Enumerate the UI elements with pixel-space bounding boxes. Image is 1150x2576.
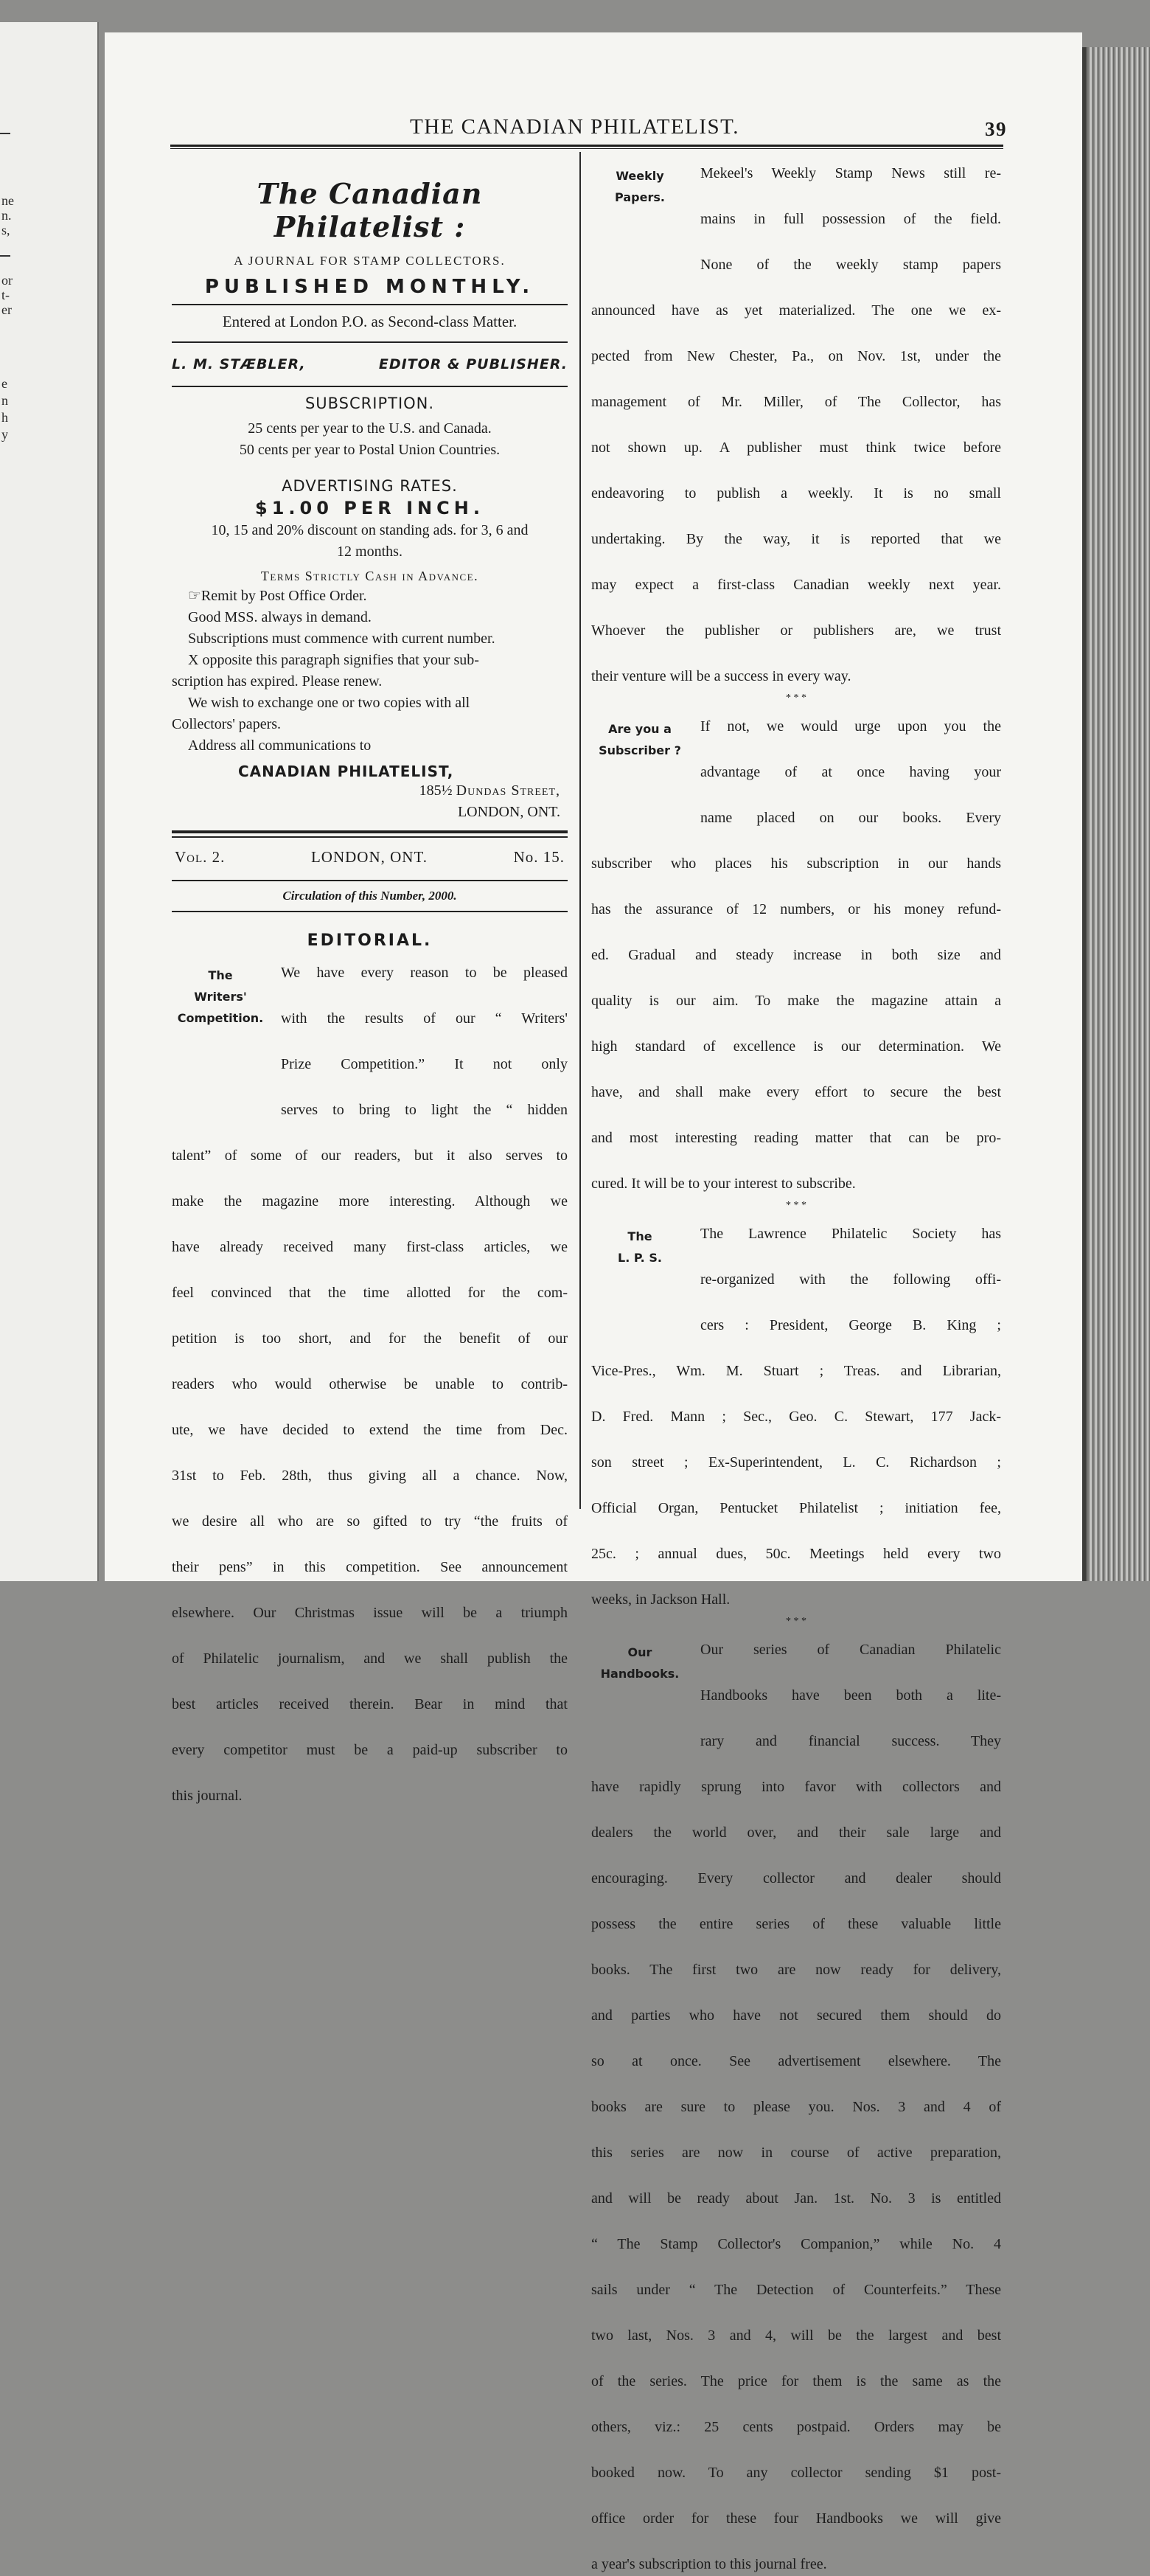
advertising-heading: ADVERTISING RATES.	[282, 477, 458, 495]
article-line: talent” of some of our readers, but it also serves to	[172, 1148, 568, 1164]
divider-thick	[172, 830, 568, 833]
side-head-line: Are you a	[608, 722, 672, 736]
discount-line: 12 months.	[337, 544, 402, 560]
issue-line	[172, 844, 568, 874]
masthead-title: The Canadian Philatelist :	[257, 177, 483, 243]
article-line: We have every reason to be pleased	[281, 965, 568, 981]
article-line: and parties who have not secured them should do	[591, 2007, 1001, 2024]
article-line: pected from New Chester, Pa., on Nov. 1st, under the	[591, 348, 1001, 364]
article-line: Vice-Pres., Wm. M. Stuart ; Treas. and Librarian,	[591, 1363, 1001, 1379]
editorial-heading: EDITORIAL.	[307, 931, 433, 950]
facing-page-fragment: n.	[1, 208, 12, 223]
article-line: petition is too short, and for the benefit of our	[172, 1330, 568, 1347]
article-line: may expect a first-class Canadian weekly next year.	[591, 577, 1001, 593]
article-line: this series are now in course of active preparation,	[591, 2145, 1001, 2161]
article-line: The Lawrence Philatelic Society has	[700, 1226, 1001, 1242]
article-line: If not, we would urge upon you the	[700, 718, 1001, 735]
facing-page-fragment: n	[1, 393, 8, 408]
side-head-line: Competition.	[177, 1011, 264, 1025]
article-line: and will be ready about Jan. 1st. No. 3 is entitled	[591, 2190, 1001, 2207]
article-line: Whoever the publisher or publishers are, we trust	[591, 622, 1001, 639]
article-line: endeavoring to publish a weekly. It is no small	[591, 485, 1001, 501]
article-line: None of the weekly stamp papers	[700, 257, 1001, 273]
facing-page-fragment: h	[1, 410, 8, 425]
street-name: Dundas Street,	[456, 782, 560, 799]
article-line: ed. Gradual and steady increase in both size and	[591, 947, 1001, 963]
article-line: has the assurance of 12 numbers, or his money refund-	[591, 901, 1001, 917]
article-line: 25c. ; annual dues, 50c. Meetings held every two	[591, 1546, 1001, 1562]
article-line: re-organized with the following offi-	[700, 1271, 1001, 1288]
publication-frequency: PUBLISHED MONTHLY.	[204, 276, 535, 298]
article-line: of Philatelic journalism, and we shall publish the	[172, 1650, 568, 1667]
article-line: D. Fred. Mann ; Sec., Geo. C. Stewart, 177 Jack-	[591, 1409, 1001, 1425]
article-line: dealers the world over, and their sale large and	[591, 1825, 1001, 1841]
article-subscriber	[591, 715, 1001, 1195]
subscription-rate: 50 cents per year to Postal Union Countries.	[239, 442, 501, 458]
side-head-line: Papers.	[615, 190, 665, 204]
side-head-line: Our	[627, 1645, 652, 1659]
editor-role: EDITOR & PUBLISHER.	[378, 356, 568, 372]
issue-place: LONDON, ONT.	[310, 848, 428, 866]
masthead-subtitle: A JOURNAL FOR STAMP COLLECTORS.	[234, 254, 506, 268]
book-page-edges	[1082, 47, 1150, 1581]
article-line: cers : President, George B. King ;	[700, 1317, 1001, 1333]
side-head-line: Subscriber ?	[599, 743, 681, 757]
article-line: office order for these four Handbooks we will give	[591, 2510, 1001, 2527]
article-weekly-papers	[591, 162, 1001, 688]
article-line: subscriber who places his subscription in our hands	[591, 855, 1001, 872]
article-line: this journal.	[172, 1788, 243, 1804]
article-line: name placed on our books. Every	[700, 810, 1001, 826]
divider	[172, 880, 568, 881]
notice-line: Good MSS. always in demand.	[188, 609, 372, 625]
article-line: Official Organ, Pentucket Philatelist ; initiation fee,	[591, 1500, 1001, 1516]
facing-page-edge	[0, 22, 99, 1581]
postal-entry-notice: Entered at London P.O. as Second-class Matter.	[222, 313, 518, 330]
article-line: undertaking. By the way, it is reported that we	[591, 531, 1001, 547]
article-line: 31st to Feb. 28th, thus giving all a chance. Now,	[172, 1468, 568, 1484]
article-line: mains in full possession of the field.	[700, 211, 1001, 227]
notice-line: Collectors' papers.	[172, 716, 282, 732]
article-line: books are sure to please you. Nos. 3 and 4 of	[591, 2099, 1001, 2115]
article-side-head	[591, 1642, 689, 1684]
circulation: Circulation of this Number, 2000.	[282, 889, 457, 903]
section-separator: * * *	[786, 692, 806, 704]
article-side-head	[591, 1226, 689, 1268]
journal-page	[105, 32, 1082, 2572]
facing-page-rule	[0, 133, 10, 134]
article-side-head	[172, 965, 269, 1029]
article-line: possess the entire series of these valuable little	[591, 1916, 1001, 1932]
editor-line	[172, 356, 568, 372]
article-line: have, and shall make every effort to secure the best	[591, 1084, 1001, 1100]
notice-line: scription has expired. Please renew.	[172, 673, 383, 690]
side-head-line: Writers'	[194, 990, 247, 1004]
address-street	[172, 780, 568, 802]
facing-page-fragment: s,	[1, 223, 10, 237]
article-line: Prize Competition.” It not only	[281, 1056, 568, 1072]
article-line: management of Mr. Miller, of The Collector, has	[591, 394, 1001, 410]
left-column	[172, 158, 568, 1808]
article-line: rary and financial success. They	[700, 1733, 1001, 1749]
article-line: best articles received therein. Bear in mind that	[172, 1696, 568, 1712]
notice-line: Subscriptions must commence with current number.	[188, 631, 495, 647]
article-line: two last, Nos. 3 and 4, will be the largest and best	[591, 2327, 1001, 2344]
article-line: high standard of excellence is our determination. We	[591, 1038, 1001, 1055]
article-line: encouraging. Every collector and dealer should	[591, 1870, 1001, 1886]
article-line: booked now. To any collector sending $1 post-	[591, 2465, 1001, 2481]
article-line: quality is our aim. To make the magazine attain a	[591, 993, 1001, 1009]
section-separator: * * *	[786, 1200, 806, 1211]
facing-page-fragment: ne	[1, 193, 14, 208]
article-handbooks	[591, 1639, 1001, 2576]
article-line: son street ; Ex-Superintendent, L. C. Richardson ;	[591, 1454, 1001, 1471]
article-line: so at once. See advertisement elsewhere. The	[591, 2053, 1001, 2069]
divider	[172, 911, 568, 912]
notice-line: Address all communications to	[188, 737, 372, 754]
side-head-line: The	[208, 968, 233, 982]
issue-number: No. 15.	[513, 848, 565, 866]
article-line: books. The first two are now ready for delivery,	[591, 1962, 1001, 1978]
article-line: their pens” in this competition. See announcement	[172, 1559, 568, 1575]
side-head-line: Handbooks.	[600, 1667, 680, 1681]
head-rule	[170, 145, 1003, 147]
article-line: readers who would otherwise be unable to contrib-	[172, 1376, 568, 1392]
column-divider	[579, 152, 581, 1509]
side-head-line: L. P. S.	[618, 1251, 662, 1265]
article-line: elsewhere. Our Christmas issue will be a triumph	[172, 1605, 568, 1621]
side-head-line: The	[627, 1229, 652, 1243]
article-line: of the series. The price for them is the same as the	[591, 2373, 1001, 2389]
subscription-rate: 25 cents per year to the U.S. and Canada.	[248, 420, 492, 437]
article-line: announced have as yet materialized. The one we ex-	[591, 302, 1001, 319]
article-side-head	[591, 165, 689, 208]
article-line: with the results of our “ Writers'	[281, 1010, 568, 1027]
article-line: Handbooks have been both a lite-	[700, 1687, 1001, 1704]
facing-page-fragment: er	[1, 302, 12, 317]
article-line: others, viz.: 25 cents postpaid. Orders may be	[591, 2419, 1001, 2435]
article-lps	[591, 1223, 1001, 1611]
article-line: weeks, in Jackson Hall.	[591, 1591, 731, 1608]
facing-page-rule	[0, 255, 10, 257]
facing-page-fragment: t-	[1, 288, 10, 302]
facing-page-fragment: e	[1, 376, 7, 391]
article-line: make the magazine more interesting. Although we	[172, 1193, 568, 1209]
head-rule-thin	[170, 148, 1003, 149]
volume: Vol. 2.	[175, 848, 226, 866]
article-line: feel convinced that the time allotted for the com-	[172, 1285, 568, 1301]
divider	[172, 386, 568, 387]
running-head-title: THE CANADIAN PHILATELIST.	[410, 115, 739, 139]
article-line: serves to bring to light the “ hidden	[281, 1102, 568, 1118]
address-name: CANADIAN PHILATELIST,	[238, 763, 454, 780]
divider	[172, 304, 568, 305]
article-line: cured. It will be to your interest to subscribe.	[591, 1176, 856, 1192]
section-separator: * * *	[786, 1616, 806, 1627]
article-line: we desire all who are so gifted to try “the fruits of	[172, 1513, 568, 1530]
article-line: advantage of at once having your	[700, 764, 1001, 780]
article-line: ute, we have decided to extend the time from Dec.	[172, 1422, 568, 1438]
address-city: LONDON, ONT.	[457, 804, 560, 820]
street-number: 185½	[419, 782, 453, 799]
article-line: a year's subscription to this journal free.	[591, 2556, 827, 2572]
subscription-heading: SUBSCRIPTION.	[304, 395, 435, 412]
editor-name: L. M. STÆBLER,	[172, 356, 306, 372]
facing-page-fragment: y	[1, 427, 8, 442]
divider	[172, 341, 568, 343]
article-line: sails under “ The Detection of Counterfeits.” These	[591, 2282, 1001, 2298]
article-line: “ The Stamp Collector's Companion,” while No. 4	[591, 2236, 1001, 2252]
right-column	[591, 162, 1001, 2576]
notice-line: ☞Remit by Post Office Order.	[188, 588, 367, 604]
article-line: have rapidly sprung into favor with collectors and	[591, 1779, 1001, 1795]
article-line: every competitor must be a paid-up subscriber to	[172, 1742, 568, 1758]
article-writers-competition	[172, 962, 568, 1808]
facing-page-fragment: or	[1, 273, 13, 288]
discount-line: 10, 15 and 20% discount on standing ads. for 3, 6 and	[211, 522, 529, 538]
side-head-line: Weekly	[616, 169, 664, 183]
article-line: Our series of Canadian Philatelic	[700, 1642, 1001, 1658]
article-side-head	[591, 718, 689, 761]
divider	[172, 836, 568, 838]
article-line: and most interesting reading matter that can be pro-	[591, 1130, 1001, 1146]
notice-line: X opposite this paragraph signifies that your sub-	[188, 652, 479, 668]
article-line: their venture will be a success in every way.	[591, 668, 851, 684]
page-number: 39	[985, 118, 1007, 140]
article-line: not shown up. A publisher must think twice before	[591, 440, 1001, 456]
advertising-rate: $1.00 PER INCH.	[255, 498, 484, 518]
article-line: Mekeel's Weekly Stamp News still re-	[700, 165, 1001, 181]
article-line: have already received many first-class articles, we	[172, 1239, 568, 1255]
payment-terms: Terms Strictly Cash in Advance.	[260, 569, 479, 583]
notice-line: We wish to exchange one or two copies with all	[188, 695, 470, 711]
